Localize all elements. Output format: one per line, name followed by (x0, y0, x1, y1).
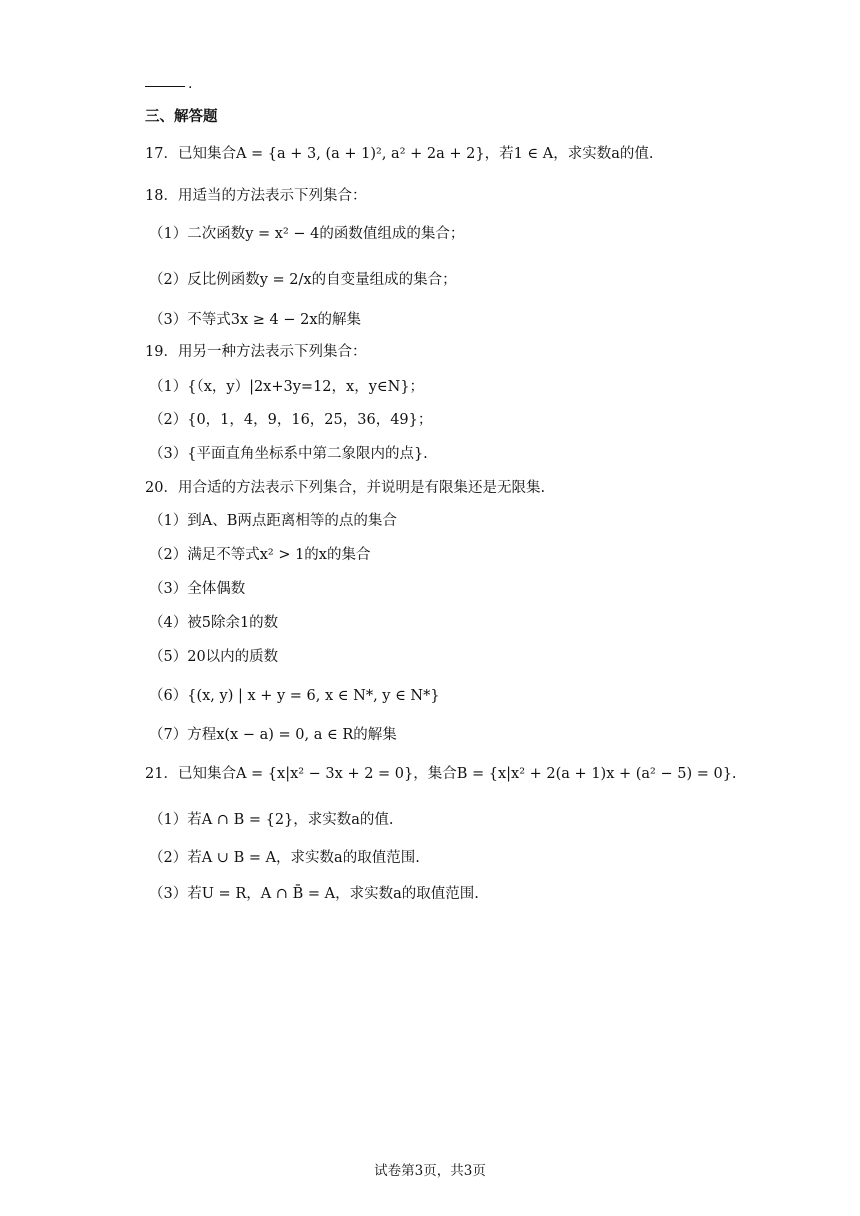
question-20-part-2: （2）满足不等式x² > 1的x的集合 (149, 547, 371, 563)
question-20-part-7: （7）方程x(x − a) = 0, a ∈ R的解集 (149, 727, 397, 743)
question-18: 18．用适当的方法表示下列集合： (145, 188, 367, 204)
answer-blank-period: . (188, 76, 193, 92)
answer-blank (145, 86, 185, 87)
question-20: 20．用合适的方法表示下列集合，并说明是有限集还是无限集. (145, 480, 546, 496)
question-19-part-3: （3）{平面直角坐标系中第二象限内的点}. (149, 446, 428, 462)
page-footer: 试卷第3页，共3页 (374, 1163, 486, 1179)
question-21: 21．已知集合A = {x|x² − 3x + 2 = 0}，集合B = {x|x² + 2(a + 1)x + (a² − 5) = 0}. (145, 766, 737, 782)
question-20-part-4: （4）被5除余1的数 (149, 615, 279, 631)
question-18-part-2: （2）反比例函数y = 2/x的自变量组成的集合； (149, 272, 457, 288)
question-21-part-1: （1）若A ∩ B = {2}，求实数a的值. (149, 812, 394, 828)
question-20-part-5: （5）20以内的质数 (149, 649, 279, 665)
question-17: 17．已知集合A = {a + 3, (a + 1)², a² + 2a + 2}，若1 ∈ A，求实数a的值. (145, 146, 654, 162)
question-19-part-2: （2）{0，1，4，9，16，25，36，49}； (149, 412, 433, 428)
question-18-part-1: （1）二次函数y = x² − 4的函数值组成的集合； (149, 226, 465, 242)
question-19: 19．用另一种方法表示下列集合： (145, 344, 367, 360)
section-title: 三、解答题 (145, 109, 218, 125)
question-20-part-3: （3）全体偶数 (149, 581, 246, 597)
question-21-part-3: （3）若U = R，A ∩ B̄ = A，求实数a的取值范围. (149, 886, 479, 902)
question-19-part-1: （1）{（x，y）|2x+3y=12，x，y∈N}； (149, 379, 425, 395)
question-18-part-3: （3）不等式3x ≥ 4 − 2x的解集 (149, 312, 361, 328)
question-20-part-1: （1）到A、B两点距离相等的点的集合 (149, 513, 397, 529)
question-20-part-6: （6）{(x, y) | x + y = 6, x ∈ N*, y ∈ N*} (149, 688, 440, 704)
question-21-part-2: （2）若A ∪ B = A，求实数a的取值范围. (149, 850, 420, 866)
